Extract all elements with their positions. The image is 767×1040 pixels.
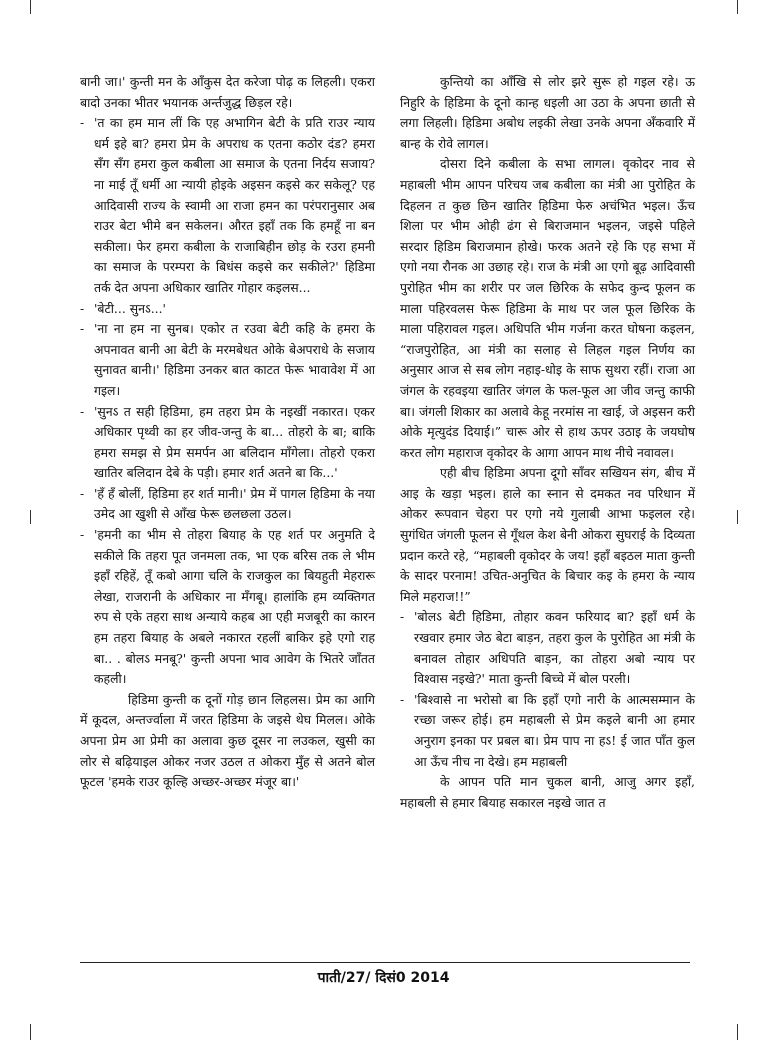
dialogue-item: - 'बिश्वासे ना भरोसो बा कि इहाँ एगो नारी के आत्मसम्मान के रच्छा जरूर होई। हम महाबली से प्रेम कइले बानी आ हमार अनुराग इनका पर प्रबल बा। प्रेम पाप ना हऽ! ई जात पाँत कुल आ ऊँच नीच ना देखे। हम महाबली <box>400 690 695 772</box>
dialogue-text: 'बिश्वासे ना भरोसो बा कि इहाँ एगो नारी के आत्मसम्मान के रच्छा जरूर होई। हम महाबली से प्रेम कइले बानी आ हमार अनुराग इनका पर प्रबल बा। प्रेम पाप ना हऽ! ई जात पाँत कुल आ ऊँच नीच ना देखे। हम महाबली <box>414 691 695 769</box>
dialogue-text: 'सुनऽ त सही हिडिमा, हम तहरा प्रेम के नइखीं नकारत। एकर अधिकार पृथ्वी का हर जीव-जन्तु के बा... तोहरो के बा; बाकि हमरा समझ से प्रेम समर्पन आ बलिदान माँगेला। तोहरो एकरा खातिर बलिदान देबे के पड़ी। हमार शर्त अतने बा कि...' <box>94 403 375 481</box>
dialogue-item: - 'ना ना हम ना सुनब। एकोर त रउवा बेटी कहि के हमरा के अपनावत बानी आ बेटी के मरमबेधत ओके बेअपराधे के सजाय सुनावत बानी।' हिडिमा उनकर बात काटत फेरू भावावेश में आ गइल। <box>80 319 375 401</box>
dialogue-text: 'बोलऽ बेटी हिडिमा, तोहार कवन फरियाद बा? इहाँ धर्म के रखवार हमार जेठ बेटा बाड़न, तहरा कुल के पुरोहित आ मंत्री के बनावल तोहार अधिपति बाड़न, का तोहरा अबो न्याय पर विश्वास नइखे?' माता कुन्ती बिच्चे में बोल परली। <box>414 609 695 687</box>
dialogue-text: 'बेटी... सुनऽ...' <box>94 300 166 316</box>
dialogue-item: - 'त का हम मान लीं कि एह अभागिन बेटी के प्रति राउर न्याय धर्म इहे बा? हमरा प्रेम के अपराध क एतना कठोर दंड? हमरा सँग सँग हमरा कुल कबीला आ समाज के एतना निर्दय सजाय? ना माई तूँ धर्मी आ न्यायी होइके अइसन कइसे कर सकेलू? एह आदिवासी राज्य के स्वामी आ राजा हमन का परंपरानुसार अब राउर बेटा भीमे बन सकेलन। औरत इहाँ तक कि हमहूँ ना बन सकीला। फेर हमरा कबीला के राजाबिहीन छोड़ के रउरा हमनी का समाज के परम्परा के बिधंस कइसे कर सकीले?' हिडिमा तर्क देत अपना अधिकार खातिर गोहार कइलस... <box>80 113 375 298</box>
paragraph: एही बीच हिडिमा अपना दूगो साँवर सखियन संग, बीच में आइ के खड़ा भइल। हाले का स्नान से दमकत नव परिधान में ओकर रूपवान चेहरा पर एगो नये गुलाबी आभा फइलल रहे। सुगंधित जंगली फूलन से गूँथल केश बेनी ओकरा सुघराई के दिव्यता प्रदान करते रहे, “महाबली वृकोदर के जय! इहाँ बइठल माता कुन्ती के सादर परनाम! उचित-अनुचित के बिचार कइ के हमरा के न्याय मिले महराज!!” <box>400 465 695 604</box>
dialogue-item: - 'सुनऽ त सही हिडिमा, हम तहरा प्रेम के नइखीं नकारत। एकर अधिकार पृथ्वी का हर जीव-जन्तु के बा... तोहरो के बा; बाकि हमरा समझ से प्रेम समर्पन आ बलिदान माँगेला। तोहरो एकरा खातिर बलिदान देबे के पड़ी। हमार शर्त अतने बा कि...' <box>80 402 375 484</box>
dialogue-item: - 'हँ हँ बोलीं, हिडिमा हर शर्त मानी।' प्रेम में पागल हिडिमा के नया उमेद आ खुशी से आँख फेरू छलछला उठल। <box>80 484 375 525</box>
dialogue-text: 'हँ हँ बोलीं, हिडिमा हर शर्त मानी।' प्रेम में पागल हिडिमा के नया उमेद आ खुशी से आँख फेरू छलछला उठल। <box>94 485 375 522</box>
dialogue-item: - 'बेटी... सुनऽ...' <box>80 299 375 320</box>
dialogue-text: 'ना ना हम ना सुनब। एकोर त रउवा बेटी कहि के हमरा के अपनावत बानी आ बेटी के मरमबेधत ओके बेअपराधे के सजाय सुनावत बानी।' हिडिमा उनकर बात काटत फेरू भावावेश में आ गइल। <box>94 321 375 398</box>
crop-mark-bottom-left <box>30 1024 31 1040</box>
paragraph: कुन्तियो का आँखि से लोर झरे सुरू हो गइल रहे। ऊ निहुरि के हिडिमा के दूनो कान्ह धइली आ उठा के अपना छाती से लगा लिहली। हिडिमा अबोध लइकी लेखा उनके अपना अँकवारि में बान्ह के रोवे लागल। <box>400 74 695 151</box>
crop-mark-top-right <box>737 0 738 14</box>
crop-mark-bottom-right <box>737 1024 738 1040</box>
footer-rule <box>80 962 690 963</box>
dialogue-text: 'हमनी का भीम से तोहरा बियाह के एह शर्त पर अनुमति दे सकीले कि तहरा पूत जनमला तक, भा एक बरिस तक ले भीम इहाँ रहिहें, तूँ कबो आगा चलि के राजकुल का बियहुती मेहरारू लेखा, राजरानी के अधिकार ना मँगबू। हालांकि हम व्यक्तिगत रुप से एके तहरा साथ अन्याये कहब आ एही मजबूरी का कारन हम तहरा बियाह के अबले नकारत रहलीं बाकिर इहे एगो राह बा.. . बोलऽ मनबू?' कुन्ती अपना भाव आवेग के भितरे जाँतत कहली। <box>94 527 375 687</box>
crop-mark-mid-right <box>737 510 738 524</box>
dialogue-item: - 'बोलऽ बेटी हिडिमा, तोहार कवन फरियाद बा? इहाँ धर्म के रखवार हमार जेठ बेटा बाड़न, तहरा कुल के पुरोहित आ मंत्री के बनावल तोहार अधिपति बाड़न, का तोहरा अबो न्याय पर विश्वास नइखे?' माता कुन्ती बिच्चे में बोल परली। <box>400 607 695 689</box>
crop-mark-mid-left <box>30 510 31 524</box>
paragraph: दोसरा दिने कबीला के सभा लागल। वृकोदर नाव से महाबली भीम आपन परिचय जब कबीला का मंत्री आ पुरोहित के दिहलन त कुछ छिन खातिर हिडिमा फेरु अचंभित भइल। ऊँच शिला पर भीम ओही ढंग से बिराजमान भइलन, जइसे पहिले सरदार हिडिम बिराजमान होखे। फरक अतने रहे कि एह सभा में एगो नया रौनक आ उछाह रहे। राज के मंत्री आ एगो बूढ़ आदिवासी पुरोहित भीम का शरीर पर जल छिरिक के सफेद कुन्द फूलन क माला पहिरवलस फेरू हिडिमा के माथ पर जल फूल छिरिक के माला पहिरावल गइल। अधिपति भीम गर्जना करत घोषना कइलन, “राजपुरोहित, आ मंत्री का सलाह से लिहल गइल निर्णय का अनुसार आज से सब लोग नहाइ-धोइ के साफ सुथरा रहीं। राजा आ जंगल के रहवइया खातिर जंगल के फल-फूल आ जीव जन्तु काफी बा। जंगली शिकार का अलावे केहू नरमांस ना खाई, जे अइसन करी ओके मृत्युदंड दियाई।” चारू ओर से हाथ ऊपर उठाइ के जयघोष करत लोग महाराज वृकोदर के आगा आपन माथ नीचे नवावल। <box>400 156 695 460</box>
crop-mark-top-left <box>30 0 31 14</box>
left-column <box>80 72 375 793</box>
dialogue-text: 'त का हम मान लीं कि एह अभागिन बेटी के प्रति राउर न्याय धर्म इहे बा? हमरा प्रेम के अपराध क एतना कठोर दंड? हमरा सँग सँग हमरा कुल कबीला आ समाज के एतना निर्दय सजाय? ना माई तूँ धर्मी आ न्यायी होइके अइसन कइसे कर सकेलू? एह आदिवासी राज्य के स्वामी आ राजा हमन का परंपरानुसार अब राउर बेटा भीमे बन सकेलन। औरत इहाँ तक कि हमहूँ ना बन सकीला। फेर हमरा कबीला के राजाबिहीन छोड़ के रउरा हमनी का समाज के परम्परा के बिधंस कइसे कर सकीले?' हिडिमा तर्क देत अपना अधिकार खातिर गोहार कइलस... <box>94 115 375 295</box>
right-column <box>400 72 695 813</box>
paragraph: हिडिमा कुन्ती क दूनों गोड़ छान लिहलस। प्रेम का आगि में कूदल, अन्तर्ज्वाला में जरत हिडिमा के जइसे थेघ मिलल। ओके अपना प्रेम आ प्रेमी का अलावा कुछ दूसर ना लउकल, खुसी का लोर से बढ़ियाइल ओकर नजर उठल त ओकरा मुँह से अतने बोल फूटल 'हमके राउर कूल्हि अच्छर-अच्छर मंजूर बा।' <box>80 691 375 790</box>
page-footer: पाती/27/ दिसं0 2014 <box>317 970 450 986</box>
paragraph: बानी जा।' कुन्ती मन के आँकुस देत करेजा पोढ़ क लिहली। एकरा बादो उनका भीतर भयानक अर्न्तजुद्ध छिड़ल रहे। <box>80 74 375 110</box>
paragraph: के आपन पति मान चुकल बानी, आजु अगर इहाँ, महाबली से हमार बियाह सकारल नइखे जात त <box>400 774 695 810</box>
dialogue-item: - 'हमनी का भीम से तोहरा बियाह के एह शर्त पर अनुमति दे सकीले कि तहरा पूत जनमला तक, भा एक बरिस तक ले भीम इहाँ रहिहें, तूँ कबो आगा चलि के राजकुल का बियहुती मेहरारू लेखा, राजरानी के अधिकार ना मँगबू। हालांकि हम व्यक्तिगत रुप से एके तहरा साथ अन्याये कहब आ एही मजबूरी का कारन हम तहरा बियाह के अबले नकारत रहलीं बाकिर इहे एगो राह बा.. . बोलऽ मनबू?' कुन्ती अपना भाव आवेग के भितरे जाँतत कहली। <box>80 525 375 690</box>
